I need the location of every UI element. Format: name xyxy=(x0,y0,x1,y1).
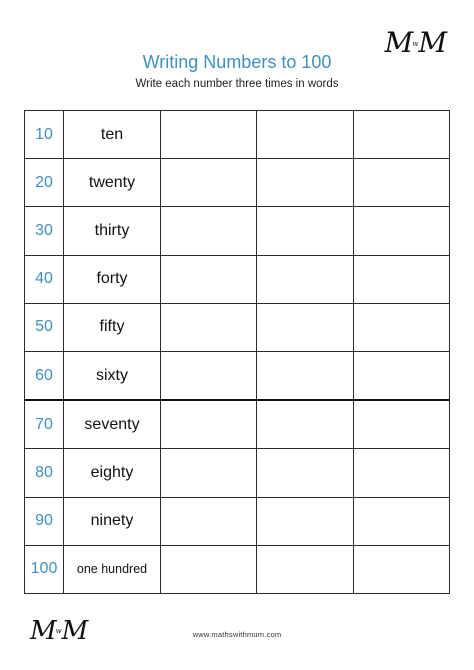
table-row xyxy=(25,351,450,400)
answer-cell-1[interactable] xyxy=(161,207,257,255)
word-cell: one hundred xyxy=(64,545,161,593)
number-cell: 90 xyxy=(25,497,64,545)
table-row xyxy=(25,545,450,593)
answer-cell-2[interactable] xyxy=(257,303,353,351)
answer-cell-1[interactable] xyxy=(161,497,257,545)
answer-cell-2[interactable] xyxy=(257,545,353,593)
answer-cell-2[interactable] xyxy=(257,159,353,207)
number-cell: 100 xyxy=(25,545,64,593)
page-title: Writing Numbers to 100 xyxy=(142,52,332,72)
answer-cell-1[interactable] xyxy=(161,111,257,159)
table-row xyxy=(25,449,450,497)
worksheet-table xyxy=(24,110,450,594)
word-cell: twenty xyxy=(64,159,161,207)
table-row xyxy=(25,303,450,351)
number-cell: 20 xyxy=(25,159,64,207)
logo-letter-middle: w xyxy=(412,40,419,48)
answer-cell-2[interactable] xyxy=(257,449,353,497)
answer-cell-2[interactable] xyxy=(257,400,353,449)
answer-cell-2[interactable] xyxy=(257,497,353,545)
brand-logo xyxy=(385,26,446,59)
answer-cell-2[interactable] xyxy=(257,207,353,255)
table-row xyxy=(25,400,450,449)
answer-cell-1[interactable] xyxy=(161,400,257,449)
number-cell: 60 xyxy=(25,351,64,400)
answer-cell-1[interactable] xyxy=(161,545,257,593)
answer-cell-1[interactable] xyxy=(161,159,257,207)
answer-cell-3[interactable] xyxy=(353,111,449,159)
word-cell: fifty xyxy=(64,303,161,351)
word-cell: seventy xyxy=(64,400,161,449)
answer-cell-2[interactable] xyxy=(257,255,353,303)
word-cell: forty xyxy=(64,255,161,303)
logo-letter-right: M xyxy=(61,616,88,646)
answer-cell-2[interactable] xyxy=(257,111,353,159)
number-cell: 50 xyxy=(25,303,64,351)
answer-cell-3[interactable] xyxy=(353,351,449,400)
answer-cell-1[interactable] xyxy=(161,449,257,497)
answer-cell-2[interactable] xyxy=(257,351,353,400)
answer-cell-3[interactable] xyxy=(353,400,449,449)
word-cell: thirty xyxy=(64,207,161,255)
word-cell: eighty xyxy=(64,449,161,497)
number-cell: 30 xyxy=(25,207,64,255)
logo-letter-right: M xyxy=(418,26,446,59)
word-cell: ten xyxy=(64,111,161,159)
page-subtitle: Write each number three times in words xyxy=(135,78,339,90)
number-cell: 10 xyxy=(25,111,64,159)
answer-cell-3[interactable] xyxy=(353,449,449,497)
word-cell: sixty xyxy=(64,351,161,400)
logo-letter-left: M xyxy=(30,616,56,646)
answer-cell-3[interactable] xyxy=(353,255,449,303)
answer-cell-3[interactable] xyxy=(353,545,449,593)
table-row xyxy=(25,207,450,255)
answer-cell-3[interactable] xyxy=(353,159,449,207)
word-cell: ninety xyxy=(64,497,161,545)
table-row xyxy=(25,497,450,545)
answer-cell-3[interactable] xyxy=(353,303,449,351)
footer-url[interactable]: www.mathswithmum.com xyxy=(192,630,282,639)
table-row xyxy=(25,255,450,303)
answer-cell-1[interactable] xyxy=(161,351,257,400)
logo-letter-middle: w xyxy=(55,627,62,635)
answer-cell-3[interactable] xyxy=(353,497,449,545)
answer-cell-3[interactable] xyxy=(353,207,449,255)
table-row xyxy=(25,159,450,207)
answer-cell-1[interactable] xyxy=(161,303,257,351)
logo-letter-left: M xyxy=(384,26,413,59)
table-row xyxy=(25,111,450,159)
number-cell: 70 xyxy=(25,400,64,449)
number-cell: 80 xyxy=(25,449,64,497)
number-cell: 40 xyxy=(25,255,64,303)
answer-cell-1[interactable] xyxy=(161,255,257,303)
